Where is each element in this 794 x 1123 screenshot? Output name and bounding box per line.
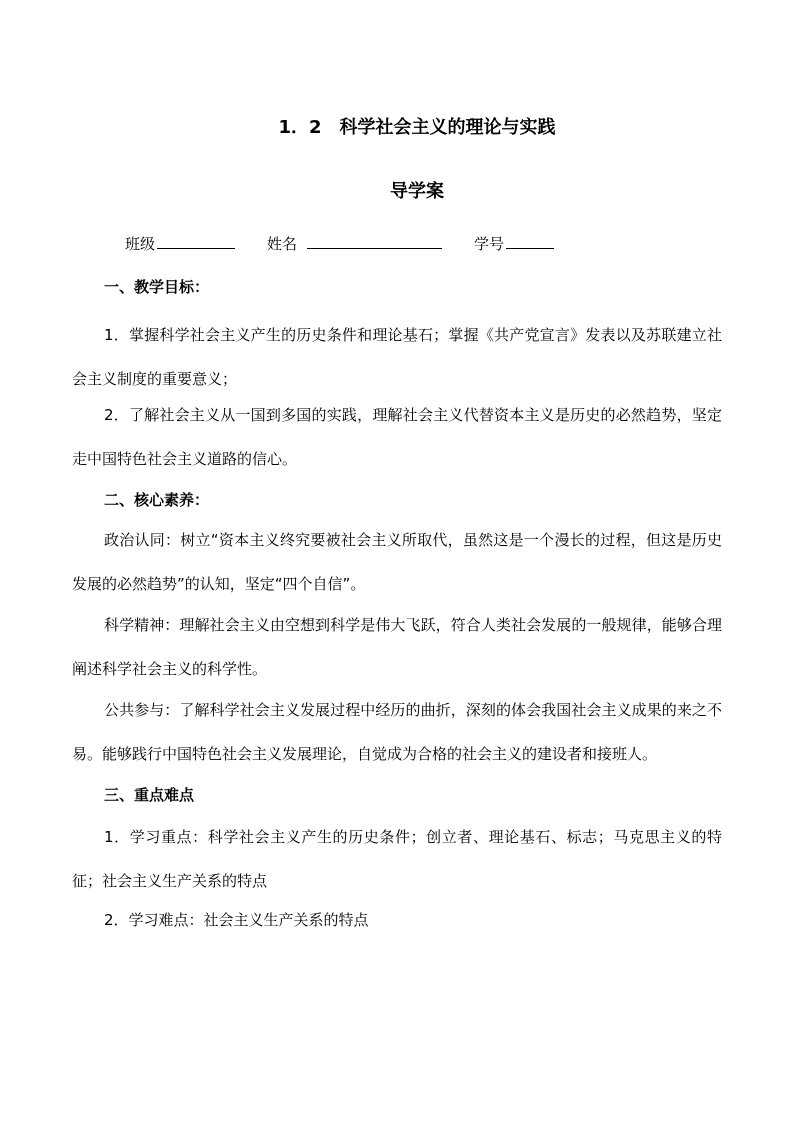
paragraph: 2．学习难点：社会主义生产关系的特点 [104,911,369,929]
class-blank-field[interactable] [157,234,235,249]
section-heading-key-points: 三、重点难点 [104,786,195,804]
document-title: 1．2 科学社会主义的理论与实践 [278,117,556,138]
document-subtitle: 导学案 [390,181,444,202]
paragraph: 公共参与：了解科学社会主义发展过程中经历的曲折，深刻的体会我国社会主义成果的来之不易。能够践行中国特色社会主义发展理论，自觉成为合格的社会主义的建设者和接班人。 [72,701,722,763]
student-info-line [125,233,554,255]
section-heading-core-literacy: 二、核心素养： [104,491,210,509]
paragraph: 政治认同：树立“资本主义终究要被社会主义所取代，虽然这是一个漫长的过程，但这是历史发展的必然趋势”的认知，坚定“四个自信”。 [72,531,722,593]
paragraph: 1．学习重点：科学社会主义产生的历史条件；创立者、理论基石、标志；马克思主义的特征；社会主义生产关系的特点 [72,828,722,890]
name-blank-field[interactable] [307,234,442,249]
paragraph: 科学精神：理解社会主义由空想到科学是伟大飞跃，符合人类社会发展的一般规律，能够合理阐述科学社会主义的科学性。 [72,616,722,678]
section-heading-teaching-goals: 一、教学目标： [104,278,210,296]
paragraph: 1．掌握科学社会主义产生的历史条件和理论基石；掌握《共产党宣言》发表以及苏联建立社会主义制度的重要意义； [72,326,722,388]
class-label: 班级 [125,235,156,253]
student-id-blank-field[interactable] [506,234,554,249]
name-label: 姓名 [267,235,298,253]
paragraph: 2．了解社会主义从一国到多国的实践，理解社会主义代替资本主义是历史的必然趋势，坚定走中国特色社会主义道路的信心。 [72,406,722,468]
student-id-label: 学号 [474,235,505,253]
